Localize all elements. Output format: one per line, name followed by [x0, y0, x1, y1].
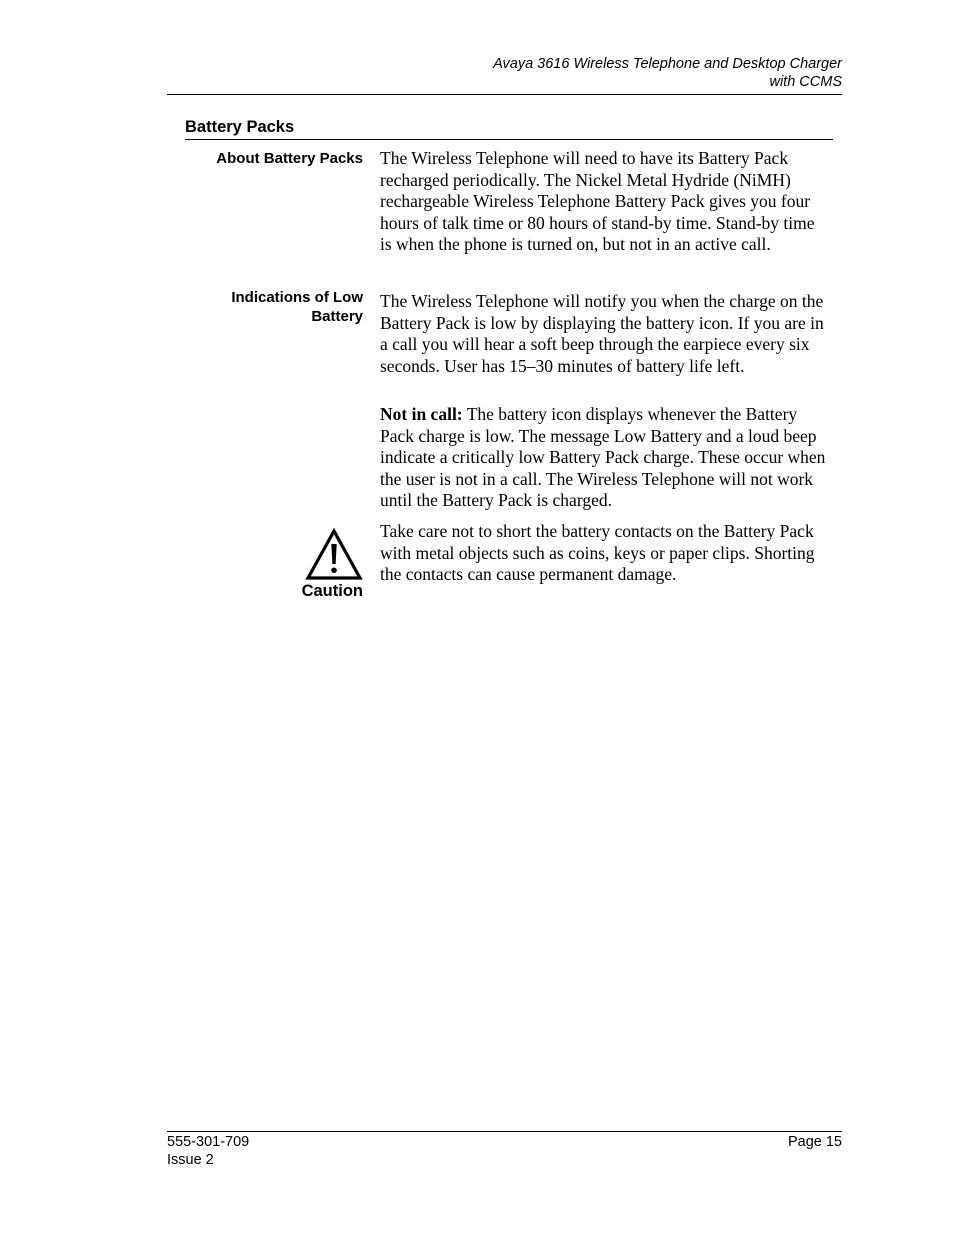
footer-divider: [167, 1131, 842, 1132]
low-battery-text: The Wireless Telephone will notify you when the charge on the Battery Pack is low by displaying the battery icon. If you are in a call you will hear a soft beep through the earpiece every six seconds. User has 15–30 minutes of battery life left.: [380, 291, 824, 376]
not-in-call-paragraph: [380, 404, 830, 512]
caution-label: Caution: [301, 582, 363, 600]
header-title-line-1: Avaya 3616 Wireless Telephone and Desktop Charger: [493, 56, 842, 72]
page-number: Page 15: [787, 1134, 842, 1150]
not-in-call-text: The battery icon displays whenever the Battery Pack charge is low. The message Low Battery and a loud beep indicate a critically low Battery Pack charge. These occur when the user is not in a call. The Wireless Telephone will not work until the Battery Pack is charged.: [380, 404, 826, 511]
footer-document-info: [167, 1133, 249, 1169]
low-battery-label: [231, 288, 363, 326]
caution-text: Take care not to short the battery contacts on the Battery Pack with metal objects such as coins, keys or paper clips. Shorting the contacts can cause permanent damage.: [380, 521, 815, 585]
header-title-line-2: with CCMS: [769, 74, 842, 90]
low-battery-label-line-2: Battery: [311, 308, 363, 325]
section-title: Battery Packs: [185, 118, 295, 136]
document-number: 555-301-709: [167, 1134, 250, 1150]
not-in-call-label: Not in call:: [380, 404, 463, 424]
running-header: [167, 55, 842, 91]
low-battery-label-line-1: Indications of Low: [231, 289, 363, 306]
header-divider: [167, 94, 842, 95]
about-battery-packs-label: About Battery Packs: [216, 150, 363, 167]
warning-triangle-icon: [305, 528, 363, 581]
section-divider: [185, 139, 833, 140]
issue-number: Issue 2: [167, 1152, 214, 1168]
about-battery-packs-text: The Wireless Telephone will need to have its Battery Pack recharged periodically. The Nickel Metal Hydride (NiMH) rechargeable Wireless Telephone Battery Pack gives you four hours of talk time or 80 hours of stand-by time. Stand-by time is when the phone is turned on, but not in an active call.: [380, 148, 815, 255]
